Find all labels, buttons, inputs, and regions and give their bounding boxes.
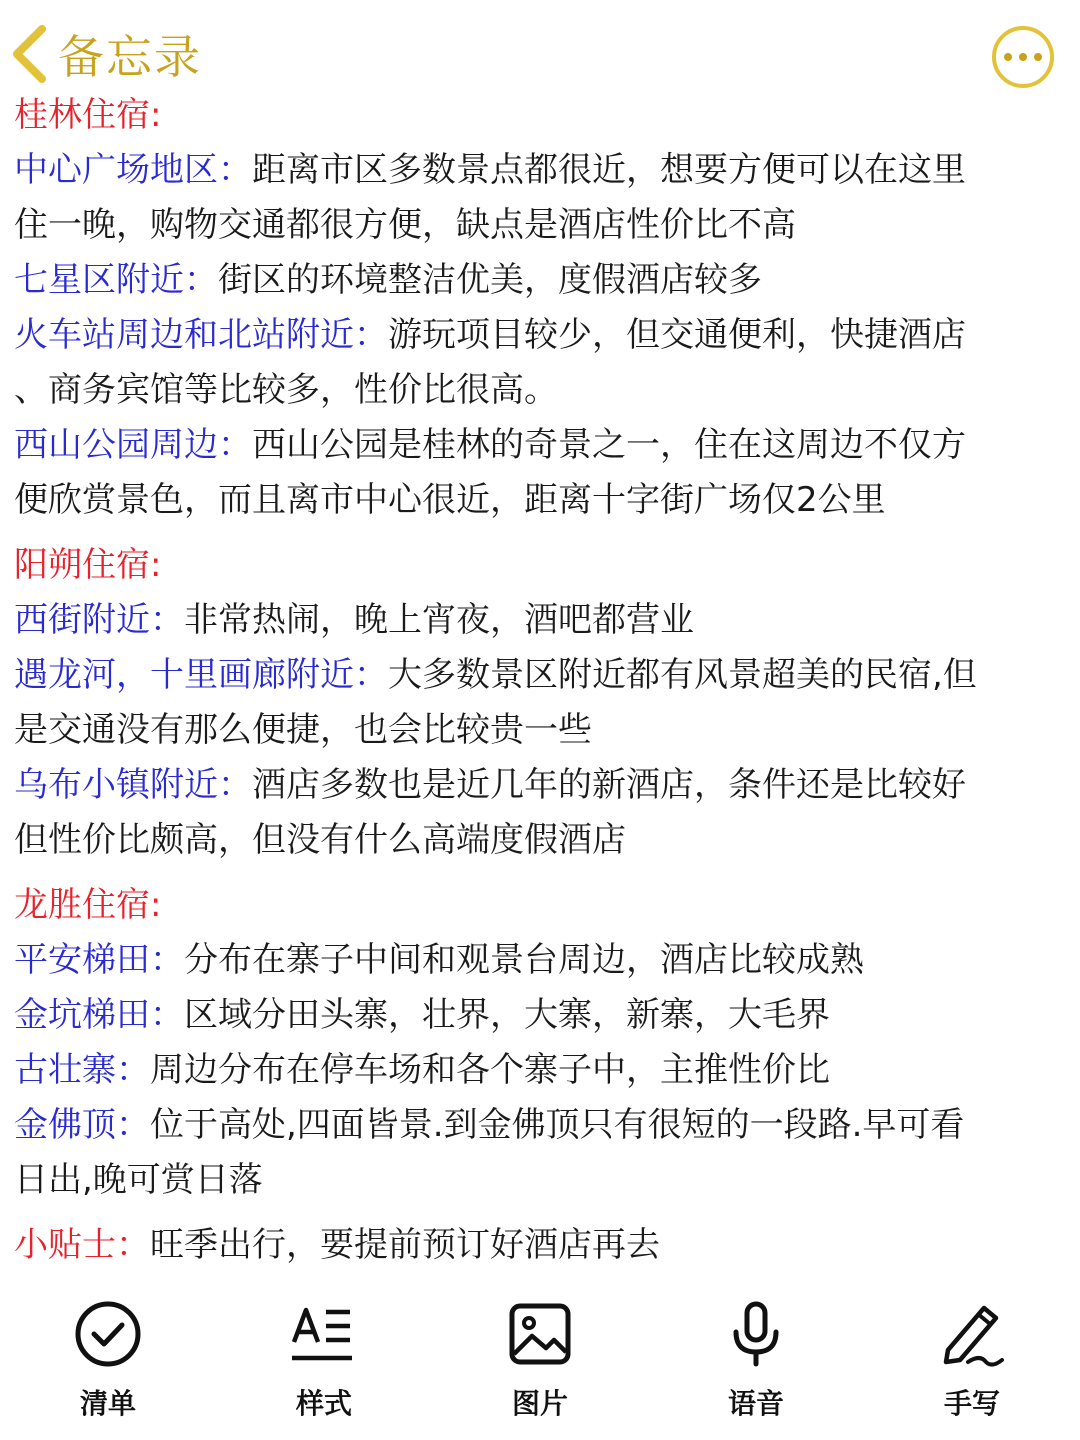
section-gap xyxy=(14,1208,1076,1218)
checklist-label: 清单 xyxy=(79,1387,136,1420)
area-label: 金坑梯田： xyxy=(14,995,184,1035)
area-desc: 西山公园是桂林的奇景之一，住在这周边不仅方 xyxy=(252,425,966,465)
more-icon-dot xyxy=(1034,53,1042,61)
area-desc: 区域分田头寨，壮界，大寨，新寨，大毛界 xyxy=(184,995,830,1035)
area-label: 中心广场地区： xyxy=(14,150,252,190)
area-label: 金佛顶： xyxy=(14,1105,150,1145)
area-desc: 游玩项目较少，但交通便利，快捷酒店 xyxy=(388,315,966,355)
section-title-yangshuo: 阳朔住宿: xyxy=(14,545,162,585)
area-label: 西街附近： xyxy=(14,600,184,640)
list-item xyxy=(14,933,1076,988)
list-item xyxy=(14,418,1076,473)
back-label: 备忘录 xyxy=(58,30,202,84)
area-desc: 但性价比颇高，但没有什么高端度假酒店 xyxy=(14,820,626,860)
list-item xyxy=(14,1098,1076,1153)
checklist-icon xyxy=(70,1296,146,1372)
more-icon-dot xyxy=(1019,53,1027,61)
more-button[interactable] xyxy=(992,26,1054,88)
microphone-icon xyxy=(718,1296,794,1372)
voice-label: 语音 xyxy=(727,1387,784,1420)
voice-button[interactable] xyxy=(648,1290,864,1440)
more-icon xyxy=(1004,53,1012,61)
tip-label: 小贴士： xyxy=(14,1225,150,1265)
list-item xyxy=(14,143,1076,198)
image-button[interactable] xyxy=(432,1290,648,1440)
tip xyxy=(14,1218,1076,1273)
area-desc: 周边分布在停车场和各个寨子中，主推性价比 xyxy=(150,1050,830,1090)
area-desc: 日出,晚可赏日落 xyxy=(14,1160,263,1200)
pen-icon xyxy=(934,1296,1010,1372)
list-item xyxy=(14,308,1076,363)
area-label: 平安梯田： xyxy=(14,940,184,980)
bottom-toolbar xyxy=(0,1290,1080,1440)
area-desc: 酒店多数也是近几年的新酒店，条件还是比较好 xyxy=(252,765,966,805)
area-label: 乌布小镇附近： xyxy=(14,765,252,805)
section-gap xyxy=(14,528,1076,538)
area-desc: 分布在寨子中间和观景台周边，酒店比较成熟 xyxy=(184,940,864,980)
list-item xyxy=(14,758,1076,813)
image-icon xyxy=(502,1296,578,1372)
tip-text: 旺季出行，要提前预订好酒店再去 xyxy=(150,1225,660,1265)
back-button[interactable] xyxy=(8,18,202,90)
section-gap xyxy=(14,868,1076,878)
area-label: 古壮寨： xyxy=(14,1050,150,1090)
area-desc: 位于高处,四面皆景.到金佛顶只有很短的一段路.早可看 xyxy=(150,1105,965,1145)
list-item xyxy=(14,988,1076,1043)
area-desc: 住一晚，购物交通都很方便，缺点是酒店性价比不高 xyxy=(14,205,796,245)
area-desc: 、商务宾馆等比较多，性价比很高。 xyxy=(14,370,558,410)
section-title-guilin: 桂林住宿: xyxy=(14,95,162,135)
section-title-longsheng: 龙胜住宿: xyxy=(14,885,162,925)
area-label: 西山公园周边： xyxy=(14,425,252,465)
area-label: 七星区附近： xyxy=(14,260,218,300)
list-item xyxy=(14,253,1076,308)
list-item xyxy=(14,648,1076,703)
handwrite-label: 手写 xyxy=(943,1387,1000,1420)
area-label: 火车站周边和北站附近： xyxy=(14,315,388,355)
area-desc: 是交通没有那么便捷，也会比较贵一些 xyxy=(14,710,592,750)
note-content[interactable] xyxy=(14,88,1076,1273)
area-desc: 距离市区多数景点都很近，想要方便可以在这里 xyxy=(252,150,966,190)
handwrite-button[interactable] xyxy=(864,1290,1080,1440)
text-style-icon xyxy=(286,1296,362,1372)
area-desc: 街区的环境整洁优美，度假酒店较多 xyxy=(218,260,762,300)
area-desc: 大多数景区附近都有风景超美的民宿,但 xyxy=(388,655,977,695)
chevron-left-icon xyxy=(8,23,50,85)
area-label: 遇龙河，十里画廊附近： xyxy=(14,655,388,695)
image-label: 图片 xyxy=(511,1387,568,1420)
list-item xyxy=(14,1043,1076,1098)
area-desc: 非常热闹，晚上宵夜，酒吧都营业 xyxy=(184,600,694,640)
area-desc: 便欣赏景色，而且离市中心很近，距离十字街广场仅2公里 xyxy=(14,480,886,520)
style-label: 样式 xyxy=(295,1387,352,1420)
checklist-button[interactable] xyxy=(0,1290,216,1440)
list-item xyxy=(14,593,1076,648)
style-button[interactable] xyxy=(216,1290,432,1440)
